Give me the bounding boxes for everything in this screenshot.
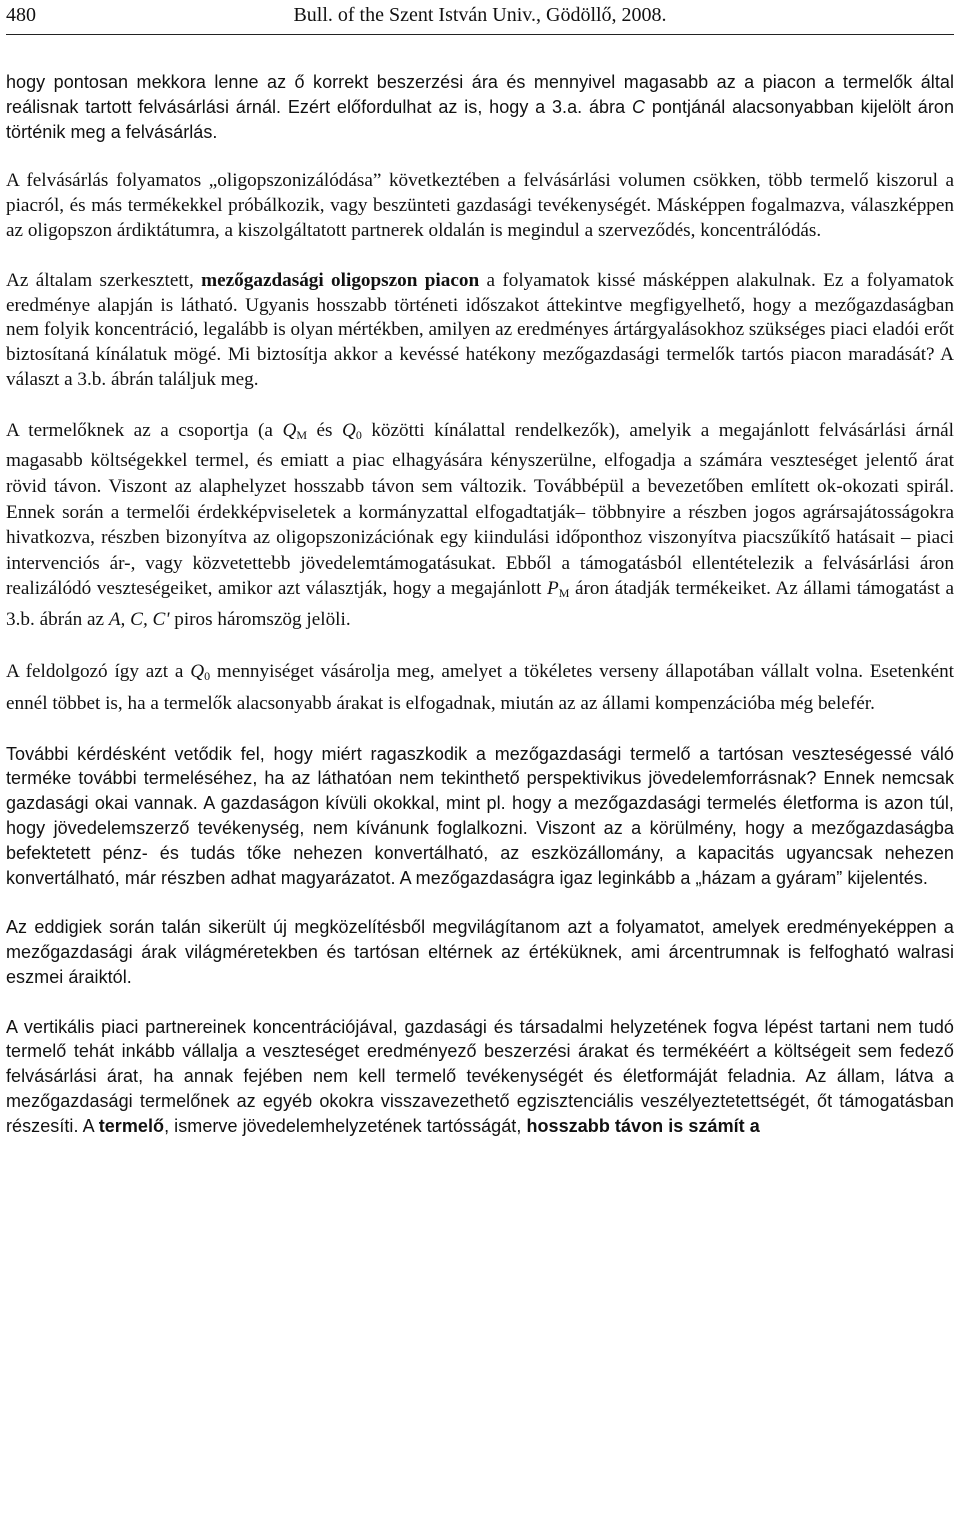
paragraph-3-bold: mezőgazdasági oligopszon piacon — [201, 269, 480, 291]
paragraph-4-b: közötti kínálattal rendelkezők), amelyik a megajánlott felvásárlási árnál magasabb költségekkel termel, és emiatt a piac elhagyására kényszerülne, elfogadja a számára veszteséget jelentő árat rövid távon. Viszont az alaphelyzet hosszabb távon sem változik. Továbbépül a bevezetőben említett ok-okozati spirál. Ennek során a termelői érdekképviseletek a kormányzattal elfogadtatják– többnyire a részben jogos agrársajátosságokra hivatkozva, részben bizonyítva az oligopszonizációnak egy kiindulási időponthoz viszonyítva piacszűkítő hatásait – piaci intervenciós ár-, vagy közvetettebb jövedelemtámogatásukat. Ebből a támogatásból ellentételezik a felvásárlási áron realizálódó veszteségeiket, amikor azt választják, hogy a megajánlott — [6, 419, 955, 600]
paragraph-3-b: a folyamatok kissé másképpen alakulnak. Ez a folyamatok eredménye alapján is látható. — [6, 269, 954, 316]
symbol-q0: $Q_0$ — [341, 419, 362, 442]
paragraph-4-d: piros háromszög jelöli. — [174, 608, 351, 630]
paragraph-3-c: Ugyanis hosszabb történeti időszakot áttekintve megfigyelhető, hogy a mezőgazdaságban nem folyik koncentráció, legalább is olyan mértékben, amilyen az eredményes ártárgyalásokhoz szükséges piaci eladói erőt biztosítaná kínálatuk mögé. Mi biztosítja akkor a kevéssé hatékony mezőgazdasági termelők tartós piacon maradását? A választ a 3.b. ábrán találjuk meg. — [6, 294, 955, 390]
paragraph-4 — [6, 418, 954, 633]
symbol-pm: $P_M$ — [546, 578, 570, 601]
symbol-qm: $Q_M$ — [282, 419, 307, 442]
paragraph-5-a: A feldolgozó így azt a — [6, 660, 184, 682]
paragraph-3-a: Az általam szerkesztett, — [6, 269, 194, 291]
paragraph-1-end: pontjánál alacsonyabban kijelölt áron történik meg a felvásárlás. — [6, 96, 955, 142]
paragraph-8-bold-2: hosszabb távon is számít a — [526, 1115, 760, 1136]
paragraph-8-bold-1: termelő — [98, 1115, 165, 1136]
paragraph-6-text: További kérdésként vetődik fel, hogy miért ragaszkodik a mezőgazdasági termelő a tartósan veszteségessé váló terméke további termeléséhez, ha az láthatóan nem tekinthető perspektivikus jövedelemforrásnak? Ennek nemcsak gazdasági okai vannak. A gazdaságon kívüli okokkal, mint pl. hogy a mezőgazdasági termelés életforma is azon túl, hogy jövedelemszerző tevékenység, nem kívánunk foglalkozni. Viszont az a körülmény, hogy a mezőgazdaságba befektetett pénz- és tudás tőke nehezen konvertálható, az eszközállomány, a kapacitás ugyancsak nehezen konvertálható, már részben adhat magyarázatot. A mezőgazdaságra igaz leginkább a „házam a gyáram” kijelentés. — [6, 743, 954, 888]
paragraph-5-b: mennyiséget vásárolja meg, amelyet a tökéletes verseny állapotában vállalt volna. Esetenként ennél többet is, ha a termelők alacsonyabb árakat is elfogadnak, miután az az állami kompenzációba még belefér. — [6, 660, 955, 714]
paragraph-1 — [6, 70, 954, 144]
page-number: 480 — [6, 4, 36, 26]
paragraph-8-a: A vertikális piaci partnereinek koncentrációjával, gazdasági és társadalmi helyzetének fogva lépést tartani nem tudó termelő tehát inkább vállalja a veszteséget eredményező beszerzési árakat és termékéért a költségeit sem fedező felvásárlási árat, ha annak fejében nem kell termelő tevékenységét és életformáját feladnia. Az állam, látva a mezőgazdasági termelőnek az egyéb okokra visszavezethető egzisztenciális veszélyeztetettségét, őt támogatásban részesíti. A — [6, 1016, 954, 1136]
paragraph-6 — [6, 742, 954, 891]
paragraph-4-c: áron átadják termékeiket. Az állami támogatást a 3.b. ábrán az — [6, 578, 955, 630]
paragraph-2-text: A felvásárlás folyamatos „oligopszonizálódása” következtében a felvásárlási volumen csökken, több termelő kiszorul a piacról, és más termékekkel próbálkozik, vagy beszünteti gazdasági tevékenységét. Másképpen fogalmazva, válaszképpen az oligopszon árdiktátumra, a kiszolgáltatott partnerek oldalán is megindul a szerveződés, koncentrálódás. — [6, 170, 954, 241]
page-header — [6, 0, 954, 35]
paragraph-4-mid: és — [316, 419, 333, 441]
paragraph-7 — [6, 915, 954, 989]
paragraph-5 — [6, 658, 954, 717]
paragraph-3 — [6, 269, 954, 393]
paragraph-8 — [6, 1015, 954, 1139]
article-body — [6, 70, 954, 1164]
paragraph-8-b: , ismerve jövedelemhelyzetének tartósságát, — [164, 1115, 522, 1136]
paragraph-4-a: A termelőknek az a csoportja (a — [6, 419, 273, 441]
symbol-acc: A, C, C' — [108, 608, 170, 630]
journal-title: Bull. of the Szent István Univ., Gödöllő, 2008. — [293, 4, 667, 26]
symbol-q0-2: $Q_0$ — [190, 660, 211, 683]
paragraph-2 — [6, 169, 954, 243]
variable-c: C — [631, 96, 646, 117]
paragraph-7-text: Az eddigiek során talán sikerült új megközelítésből megvilágítanom azt a folyamatot, amelyek eredményeképpen a mezőgazdasági árak világméretekben és tartósan eltérnek az értéküknek, ami árcentrumnak is felfogható walrasi eszmei áraiktól. — [6, 917, 954, 987]
paragraph-1-text: hogy pontosan mekkora lenne az ő korrekt beszerzési ára és mennyivel magasabb az a piacon a termelők által reálisnak tartott felvásárlási árnál. Ezért előfordulhat az is, hogy a 3.a. ábra — [6, 72, 954, 117]
